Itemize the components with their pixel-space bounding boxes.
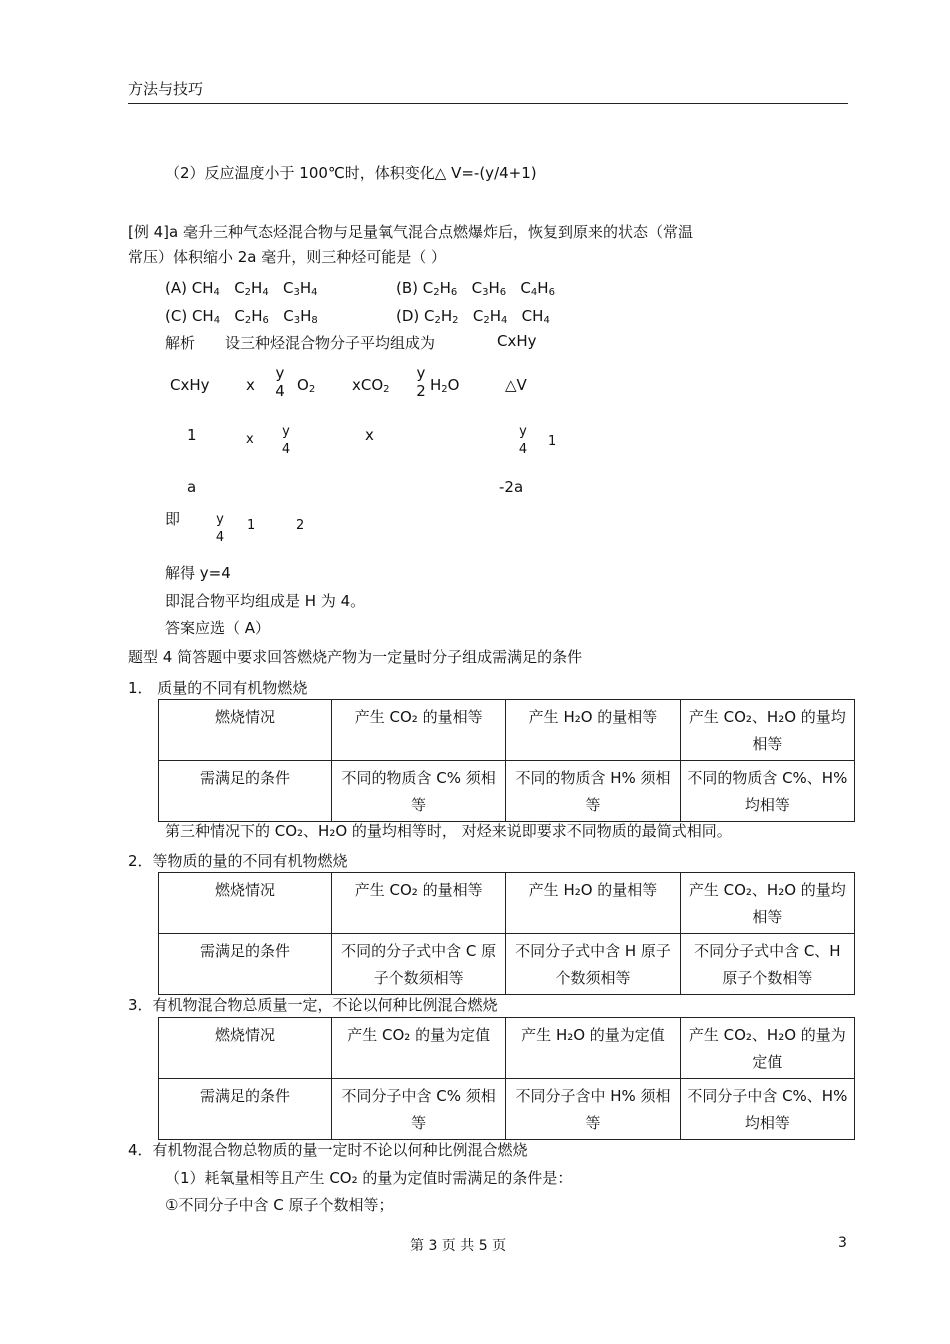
example-line-2: 常压）体积缩小 2a 毫升，则三种烃可能是（ ） bbox=[128, 248, 447, 266]
table-row bbox=[159, 1018, 855, 1079]
sec4-item1: ①不同分子中含 C 原子个数相等； bbox=[165, 1196, 394, 1214]
table-cell: 产生 CO₂ 的量相等 bbox=[332, 700, 506, 761]
ratio-1: 1 bbox=[187, 426, 197, 444]
table-cell: 不同分子中含 C%、H%均相等 bbox=[680, 1079, 854, 1140]
sec1-note: 第三种情况下的 CO₂、H₂O 的量均相等时， 对烃来说即要求不同物质的最简式相同。 bbox=[165, 822, 732, 840]
sec4-title: 4．有机物混合物总物质的量一定时不论以何种比例混合燃烧 bbox=[128, 1141, 528, 1159]
table-cell: 需满足的条件 bbox=[159, 761, 332, 822]
table-cell: 不同的物质含 H% 须相等 bbox=[506, 761, 680, 822]
ji-1: 1 bbox=[247, 518, 256, 533]
table-cell: 产生 H₂O 的量为定值 bbox=[506, 1018, 680, 1079]
footer-page-number: 3 bbox=[838, 1235, 847, 1251]
eq-delta-v: △V bbox=[505, 376, 527, 394]
sec2-table bbox=[158, 872, 855, 995]
amount-a: a bbox=[187, 478, 197, 496]
table-cell: 不同分子式中含 C、H 原子个数相等 bbox=[680, 934, 854, 995]
ji-label: 即 bbox=[165, 510, 181, 528]
eq-xco2: xCO$_2$ bbox=[352, 376, 390, 395]
ratio-x: x bbox=[246, 432, 254, 447]
condition-line: （2）反应温度小于 100℃时，体积变化△ V=-(y/4+1) bbox=[165, 164, 537, 182]
analysis-text: 设三种烃混合物分子平均组成为 bbox=[225, 334, 436, 352]
sec4-sub1: （1）耗氧量相等且产生 CO₂ 的量为定值时需满足的条件是： bbox=[165, 1169, 573, 1187]
table-cell: 不同的物质含 C% 须相等 bbox=[332, 761, 506, 822]
table-cell: 不同的物质含 C%、H%均相等 bbox=[680, 761, 854, 822]
example-line-1: [例 4]a 毫升三种气态烃混合物与足量氧气混合点燃爆炸后，恢复到原来的状态（常温 bbox=[128, 223, 693, 241]
table-row bbox=[159, 761, 855, 822]
amount-minus-2a: -2a bbox=[499, 478, 524, 496]
sec1-title: 1． 质量的不同有机物燃烧 bbox=[128, 679, 308, 697]
analysis-label: 解析 bbox=[165, 334, 196, 352]
sec1-table bbox=[158, 699, 855, 822]
ratio-x2: x bbox=[365, 426, 374, 444]
option-a: (A) $CH_4$ $C_2H_4$ $C_3H_4$ bbox=[165, 279, 318, 298]
table-cell: 燃烧情况 bbox=[159, 700, 332, 761]
table-cell: 产生 CO₂、H₂O 的量为定值 bbox=[680, 1018, 854, 1079]
table-cell: 产生 H₂O 的量相等 bbox=[506, 873, 680, 934]
table-cell: 燃烧情况 bbox=[159, 873, 332, 934]
eq-lhs: CxHy bbox=[170, 376, 210, 394]
table-cell: 产生 H₂O 的量相等 bbox=[506, 700, 680, 761]
table-cell: 燃烧情况 bbox=[159, 1018, 332, 1079]
table-cell: 产生 CO₂、H₂O 的量均相等 bbox=[680, 700, 854, 761]
table-cell: 产生 CO₂ 的量相等 bbox=[332, 873, 506, 934]
mix-line: 即混合物平均组成是 H 为 4。 bbox=[165, 592, 366, 610]
table-cell: 不同分子含中 H% 须相等 bbox=[506, 1079, 680, 1140]
table-cell: 产生 CO₂、H₂O 的量均相等 bbox=[680, 873, 854, 934]
table-row bbox=[159, 700, 855, 761]
eq-h2o: $H_2O$ bbox=[430, 376, 460, 395]
table-cell: 不同分子中含 C% 须相等 bbox=[332, 1079, 506, 1140]
option-c: (C) $CH_4$ $C_2H_6$ $C_3H_8$ bbox=[165, 307, 318, 326]
sec2-title: 2．等物质的量的不同有机物燃烧 bbox=[128, 852, 348, 870]
option-d: (D) $C_2H_2$ $C_2H_4$ $CH_4$ bbox=[396, 307, 550, 326]
table-row bbox=[159, 873, 855, 934]
table-cell: 需满足的条件 bbox=[159, 1079, 332, 1140]
table-cell: 需满足的条件 bbox=[159, 934, 332, 995]
sec3-title: 3．有机物混合物总质量一定，不论以何种比例混合燃烧 bbox=[128, 996, 498, 1014]
eq-frac-y4: y 4 bbox=[275, 364, 285, 400]
eq-frac-y2: y 2 bbox=[416, 364, 426, 400]
table-row bbox=[159, 1079, 855, 1140]
table-row bbox=[159, 934, 855, 995]
eq-o2: $O_2$ bbox=[297, 376, 316, 395]
ji-frac-y4: y 4 bbox=[215, 512, 225, 545]
option-b: (B) $C_2H_6$ $C_3H_6$ $C_4H_6$ bbox=[396, 279, 555, 298]
ratio-one: 1 bbox=[548, 434, 557, 449]
table-cell: 产生 CO₂ 的量为定值 bbox=[332, 1018, 506, 1079]
sec3-table bbox=[158, 1017, 855, 1140]
answer-line: 答案应选（ A） bbox=[165, 619, 271, 637]
header-title: 方法与技巧 bbox=[128, 80, 204, 98]
ji-2: 2 bbox=[296, 518, 305, 533]
eq-x: x bbox=[246, 376, 255, 394]
analysis-formula: CxHy bbox=[497, 332, 537, 350]
footer-pages: 第 3 页 共 5 页 bbox=[410, 1238, 507, 1254]
table-cell: 不同的分子式中含 C 原子个数须相等 bbox=[332, 934, 506, 995]
header-rule bbox=[128, 103, 848, 104]
type4-title: 题型 4 简答题中要求回答燃烧产物为一定量时分子组成需满足的条件 bbox=[128, 648, 583, 666]
ratio-frac-y4: y 4 bbox=[281, 424, 291, 457]
solve-line: 解得 y=4 bbox=[165, 564, 231, 582]
table-cell: 不同分子式中含 H 原子个数须相等 bbox=[506, 934, 680, 995]
ratio-frac-y4-b: y 4 bbox=[518, 424, 528, 457]
